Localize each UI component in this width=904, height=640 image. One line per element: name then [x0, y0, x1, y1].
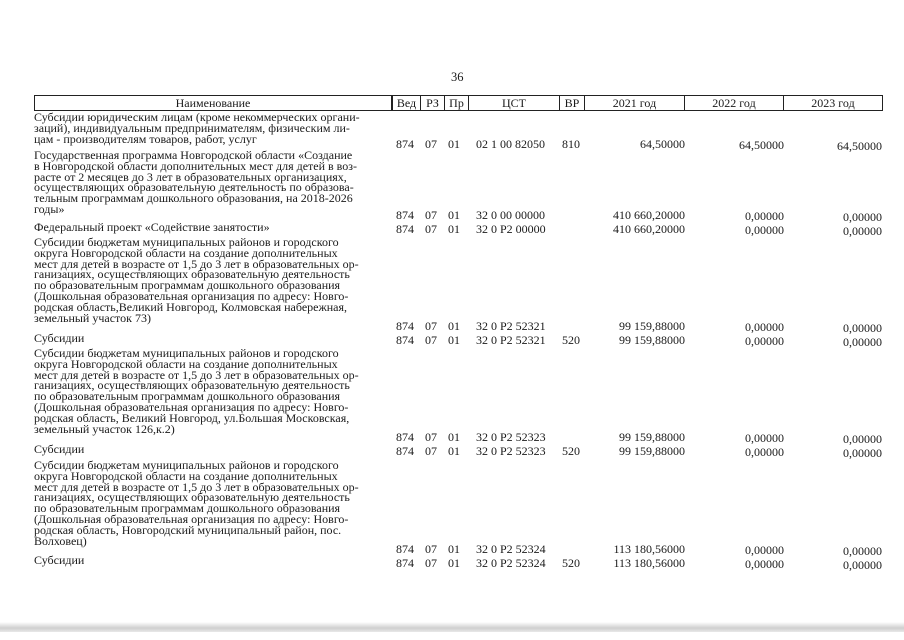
- row-pr: 01: [448, 208, 460, 222]
- row-pr: 01: [448, 444, 460, 458]
- row-cst: 32 0 P2 52321: [476, 319, 546, 333]
- row-cst: 32 0 00 00000: [476, 208, 545, 222]
- row-cst: 32 0 P2 00000: [476, 222, 546, 236]
- row-2021: 99 159,88000: [619, 430, 685, 444]
- row-2022: 0,00000: [745, 334, 784, 348]
- row-pr: 01: [448, 222, 460, 236]
- row-name: Субсидии юридическим лицам (кроме некоммерческих органи- заций), индивидуальным предпринимателям, физическим ли- цам - производителям товаров, работ, услуг: [34, 110, 360, 146]
- row-2023: 0,00000: [843, 335, 882, 349]
- row-rz: 07: [425, 137, 437, 151]
- scan-edge-shadow: [0, 622, 904, 632]
- row-vr: 810: [562, 137, 580, 151]
- row-ved: 874: [396, 319, 414, 333]
- row-cst: 32 0 P2 52323: [476, 430, 546, 444]
- row-name: Субсидии: [34, 553, 85, 567]
- header-ved: Вед: [392, 95, 421, 111]
- row-rz: 07: [425, 444, 437, 458]
- row-2022: 0,00000: [745, 209, 784, 223]
- row-2022: 0,00000: [745, 543, 784, 557]
- row-name: Государственная программа Новгородской области «Создание в Новгородской области дополнительных мест для детей в воз- расте от 2 месяцев до 3 лет в образовательных организациях, осуществляющих образовательную деятельность по образова- тельным программам дошкольного образования, на 2018-2026 годы»: [34, 148, 357, 216]
- row-cst: 32 0 P2 52324: [476, 542, 546, 556]
- row-ved: 874: [396, 208, 414, 222]
- row-ved: 874: [396, 222, 414, 236]
- row-ved: 874: [396, 556, 414, 570]
- row-2023: 0,00000: [843, 224, 882, 238]
- row-2023: 0,00000: [843, 321, 882, 335]
- row-rz: 07: [425, 222, 437, 236]
- header-name: Наименование: [34, 95, 392, 111]
- row-cst: 32 0 P2 52324: [476, 556, 546, 570]
- row-rz: 07: [425, 430, 437, 444]
- row-vr: 520: [562, 333, 580, 347]
- row-2023: 64,50000: [837, 139, 882, 153]
- row-ved: 874: [396, 137, 414, 151]
- header-2021: 2021 год: [584, 95, 685, 111]
- row-rz: 07: [425, 556, 437, 570]
- row-2022: 0,00000: [745, 445, 784, 459]
- row-name: Субсидии бюджетам муниципальных районов и городского округа Новгородской области на создание дополнительных мест для детей в возрасте от 1,5 до 3 лет в образовательных ор- ганизациях, осуществляющих образовательную деятельность по образовательным программам дошкольного образования (Дошкольная образовательная организация по адресу: Новго- родская область,Великий Новгород, Колмовская набережная, земельный участок 73): [34, 235, 359, 325]
- row-rz: 07: [425, 333, 437, 347]
- header-pr: Пр: [444, 95, 469, 111]
- row-rz: 07: [425, 319, 437, 333]
- row-2022: 0,00000: [745, 223, 784, 237]
- row-2021: 113 180,56000: [613, 542, 685, 556]
- row-pr: 01: [448, 333, 460, 347]
- row-2023: 0,00000: [843, 544, 882, 558]
- row-2021: 113 180,56000: [613, 556, 685, 570]
- row-2023: 0,00000: [843, 432, 882, 446]
- row-vr: 520: [562, 556, 580, 570]
- row-rz: 07: [425, 542, 437, 556]
- header-2023: 2023 год: [783, 95, 883, 111]
- row-2022: 0,00000: [745, 431, 784, 445]
- row-name: Субсидии бюджетам муниципальных районов и городского округа Новгородской области на создание дополнительных мест для детей в возрасте от 1,5 до 3 лет в образовательных ор- ганизациях, осуществляющих образовательную деятельность по образовательным программам дошкольного образования (Дошкольная образовательная организация по адресу: Новго- родская область, Новгородский муниципальный район, пос. Волховец): [34, 458, 359, 548]
- header-2022: 2022 год: [684, 95, 784, 111]
- row-cst: 02 1 00 82050: [476, 137, 545, 151]
- row-pr: 01: [448, 542, 460, 556]
- row-2023: 0,00000: [843, 210, 882, 224]
- row-cst: 32 0 P2 52321: [476, 333, 546, 347]
- row-ved: 874: [396, 430, 414, 444]
- row-2021: 410 660,20000: [613, 222, 685, 236]
- row-name: Субсидии бюджетам муниципальных районов и городского округа Новгородской области на создание дополнительных мест для детей в возрасте от 1,5 до 3 лет в образовательных ор- ганизациях, осуществляющих образовательную деятельность по образовательным программам дошкольного образования (Дошкольная образовательная организация по адресу: Новго- родская область, Великий Новгород, ул.Большая Московская, земельный участок 126,к.2): [34, 346, 359, 436]
- row-cst: 32 0 P2 52323: [476, 444, 546, 458]
- row-2022: 64,50000: [739, 138, 784, 152]
- row-name: Субсидии: [34, 331, 85, 345]
- row-2023: 0,00000: [843, 446, 882, 460]
- page-number: 36: [451, 70, 464, 84]
- row-pr: 01: [448, 137, 460, 151]
- row-pr: 01: [448, 430, 460, 444]
- row-pr: 01: [448, 319, 460, 333]
- row-name: Федеральный проект «Содействие занятости»: [34, 220, 270, 234]
- row-2021: 99 159,88000: [619, 333, 685, 347]
- row-ved: 874: [396, 542, 414, 556]
- row-vr: 520: [562, 444, 580, 458]
- row-2021: 410 660,20000: [613, 208, 685, 222]
- row-2021: 64,50000: [640, 137, 685, 151]
- row-2022: 0,00000: [745, 557, 784, 571]
- row-2022: 0,00000: [745, 320, 784, 334]
- header-rz: РЗ: [420, 95, 445, 111]
- row-ved: 874: [396, 444, 414, 458]
- row-name: Субсидии: [34, 442, 85, 456]
- header-cst: ЦСТ: [468, 95, 560, 111]
- row-ved: 874: [396, 333, 414, 347]
- row-pr: 01: [448, 556, 460, 570]
- row-2023: 0,00000: [843, 558, 882, 572]
- row-2021: 99 159,88000: [619, 444, 685, 458]
- header-vr: ВР: [559, 95, 585, 111]
- row-2021: 99 159,88000: [619, 319, 685, 333]
- row-rz: 07: [425, 208, 437, 222]
